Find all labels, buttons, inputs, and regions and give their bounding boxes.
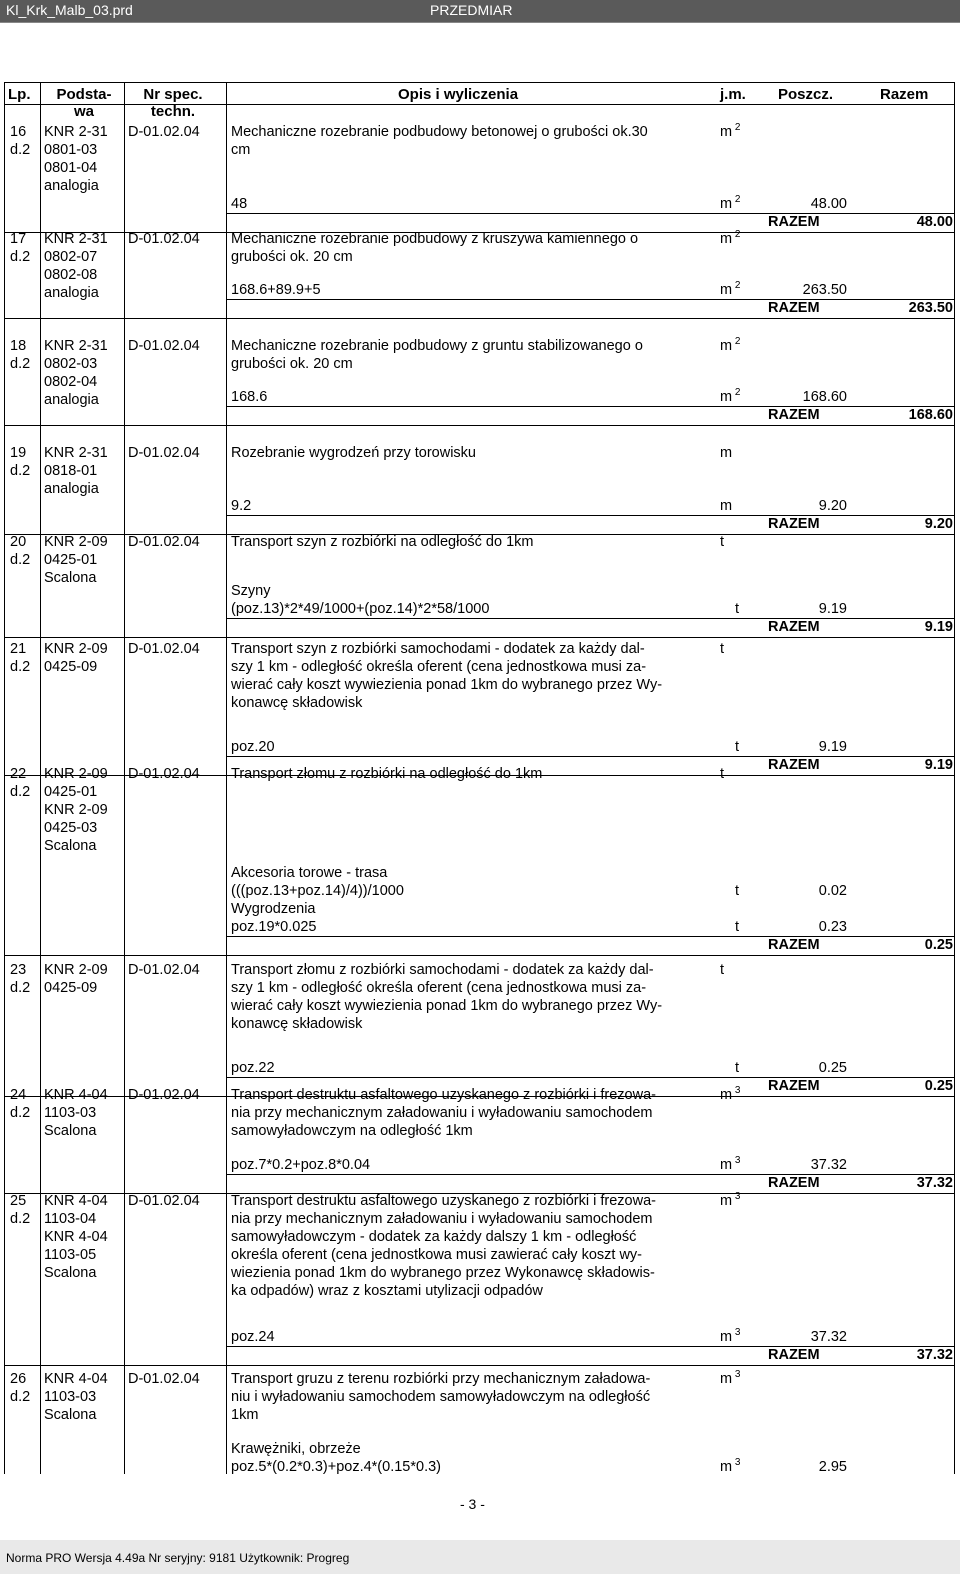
calc-expression: 48 — [231, 196, 248, 212]
footer-text: Norma PRO Wersja 4.49a Nr seryjny: 9181 Użytkownik: Progreg — [6, 1551, 350, 1565]
table-rule — [4, 104, 954, 105]
spec-code: D-01.02.04 — [128, 1193, 200, 1209]
razem-value: 9.20 — [924, 516, 953, 532]
basis-code: KNR 2-31 0802-03 0802-04 analogia — [44, 338, 108, 408]
calc-expression: poz.5*(0.2*0.3)+poz.4*(0.15*0.3) — [231, 1459, 441, 1475]
table-rule — [4, 82, 954, 83]
spec-code: D-01.02.04 — [128, 1371, 200, 1387]
basis-code: KNR 2-31 0801-03 0801-04 analogia — [44, 124, 108, 194]
item-number: 16 d.2 — [10, 124, 31, 158]
calc-value: 48.00 — [810, 196, 847, 212]
column-rule — [40, 82, 41, 1474]
calc-expression: (poz.13)*2*49/1000+(poz.14)*2*58/1000 — [231, 601, 490, 617]
col-header-podstawa: Podsta- wa — [56, 86, 112, 120]
item-description: Transport złomu z rozbiórki na odległość do 1km — [231, 766, 543, 782]
item-description: Mechaniczne rozebranie podbudowy betonowej o grubości ok.30 cm — [231, 124, 648, 158]
calc-unit: t — [735, 1060, 740, 1076]
table-rule — [226, 515, 954, 516]
calc-value: 168.60 — [802, 389, 847, 405]
table-rule — [226, 618, 954, 619]
item-description: Mechaniczne rozebranie podbudowy z gruntu stabilizowanego o grubości ok. 20 cm — [231, 338, 643, 372]
basis-code: KNR 2-09 0425-01 Scalona — [44, 534, 108, 586]
razem-label: RAZEM — [768, 1175, 820, 1191]
basis-code: KNR 4-04 1103-03 Scalona — [44, 1087, 108, 1139]
item-unit: t — [720, 534, 725, 550]
col-header-opis: Opis i wyliczenia — [398, 86, 519, 103]
razem-value: 48.00 — [916, 214, 953, 230]
item-number: 22 d.2 — [10, 766, 31, 800]
table-rule — [4, 1365, 954, 1366]
table-rule — [226, 213, 954, 214]
razem-value: 168.60 — [908, 407, 953, 423]
calc-unit: t — [735, 919, 740, 935]
calc-label: Szyny — [231, 583, 271, 599]
table-rule — [226, 756, 954, 757]
calc-expression: (((poz.13+poz.14)/4))/1000 — [231, 883, 404, 899]
calc-unit: t — [735, 739, 740, 755]
item-unit: m $^3$ — [720, 1369, 741, 1387]
item-unit: m $^2$ — [720, 229, 741, 247]
razem-value: 263.50 — [908, 300, 953, 316]
razem-value: 0.25 — [924, 937, 953, 953]
razem-value: 0.25 — [924, 1078, 953, 1094]
calc-expression: poz.20 — [231, 739, 275, 755]
item-description: Transport destruktu asfaltowego uzyskanego z rozbiórki i frezowa- nia przy mechanicznym załadowaniu i wyładowaniu samochodem samowyładowczym - dodatek za każdy dalszy 1 km - odległość określa oferent (cena jednostkowa musi zawierać cały koszt wy- wiezienia ponad 1km do wybranego przez Wykonawcę składowis- ka odpadów) wraz z kosztami utylizacji odpadów — [231, 1193, 656, 1299]
calc-value: 9.19 — [818, 739, 847, 755]
item-description: Transport destruktu asfaltowego uzyskanego z rozbiórki i frezowa- nia przy mechanicznym załadowaniu i wyładowaniu samochodem samowyładowczym na odległość 1km — [231, 1087, 656, 1139]
item-unit: t — [720, 641, 725, 657]
item-number: 21 d.2 — [10, 641, 31, 675]
calc-value: 0.25 — [818, 1060, 847, 1076]
item-unit: t — [720, 962, 725, 978]
table-rule — [226, 1077, 954, 1078]
table-rule — [4, 425, 954, 426]
col-header-razem: Razem — [880, 86, 929, 103]
col-header-jm: j.m. — [720, 86, 746, 103]
column-rule — [226, 82, 227, 1474]
basis-code: KNR 2-09 0425-09 — [44, 962, 108, 996]
item-number: 23 d.2 — [10, 962, 31, 996]
item-unit: m $^2$ — [720, 336, 741, 354]
basis-code: KNR 4-04 1103-03 Scalona — [44, 1371, 108, 1423]
basis-code: KNR 2-31 0802-07 0802-08 analogia — [44, 231, 108, 301]
basis-code: KNR 2-09 0425-01 KNR 2-09 0425-03 Scalona — [44, 766, 108, 854]
calc-label: Wygrodzenia — [231, 901, 316, 917]
calc-expression: poz.22 — [231, 1060, 275, 1076]
file-name: Kl_Krk_Malb_03.prd — [6, 2, 133, 18]
calc-unit: m $^2$ — [720, 387, 741, 405]
calc-unit: m — [720, 498, 733, 514]
window-title-bar — [0, 0, 960, 22]
razem-label: RAZEM — [768, 757, 820, 773]
item-unit: m $^3$ — [720, 1191, 741, 1209]
basis-code: KNR 2-09 0425-09 — [44, 641, 108, 675]
item-description: Transport szyn z rozbiórki na odległość do 1km — [231, 534, 534, 550]
column-rule — [4, 82, 5, 1474]
table-rule — [226, 1346, 954, 1347]
spec-code: D-01.02.04 — [128, 1087, 200, 1103]
calc-value: 0.23 — [818, 919, 847, 935]
item-description: Mechaniczne rozebranie podbudowy z kruszywa kamiennego o grubości ok. 20 cm — [231, 231, 639, 265]
spec-code: D-01.02.04 — [128, 962, 200, 978]
calc-expression: poz.7*0.2+poz.8*0.04 — [231, 1157, 371, 1173]
razem-value: 37.32 — [916, 1175, 953, 1191]
calc-expression: poz.24 — [231, 1329, 275, 1345]
header-divider — [0, 22, 960, 23]
spec-code: D-01.02.04 — [128, 124, 200, 140]
item-unit: m — [720, 445, 733, 461]
item-number: 20 d.2 — [10, 534, 31, 568]
razem-label: RAZEM — [768, 407, 820, 423]
table-rule — [226, 1174, 954, 1175]
razem-value: 9.19 — [924, 757, 953, 773]
status-footer — [0, 1540, 960, 1574]
table-rule — [4, 318, 954, 319]
calc-unit: t — [735, 883, 740, 899]
calc-unit: t — [735, 601, 740, 617]
calc-value: 263.50 — [802, 282, 847, 298]
table-rule — [226, 406, 954, 407]
spec-code: D-01.02.04 — [128, 445, 200, 461]
razem-label: RAZEM — [768, 516, 820, 532]
column-rule — [124, 82, 125, 1474]
calc-unit: m $^3$ — [720, 1155, 741, 1173]
spec-code: D-01.02.04 — [128, 338, 200, 354]
calc-unit: m $^3$ — [720, 1327, 741, 1345]
razem-label: RAZEM — [768, 300, 820, 316]
spec-code: D-01.02.04 — [128, 766, 200, 782]
item-unit: t — [720, 766, 725, 782]
document-title: PRZEDMIAR — [430, 2, 513, 18]
column-rule — [954, 82, 955, 1474]
calc-value: 37.32 — [810, 1157, 847, 1173]
col-header-lp: Lp. — [8, 86, 31, 103]
basis-code: KNR 4-04 1103-04 KNR 4-04 1103-05 Scalona — [44, 1193, 108, 1281]
calc-unit: m $^2$ — [720, 194, 741, 212]
calc-expression: poz.19*0.025 — [231, 919, 317, 935]
table-rule — [226, 936, 954, 937]
razem-value: 37.32 — [916, 1347, 953, 1363]
item-number: 19 d.2 — [10, 445, 31, 479]
item-description: Transport gruzu z terenu rozbiórki przy mechanicznym załadowa- niu i wyładowaniu samochodem samowyładowczym na odległość 1km — [231, 1371, 651, 1423]
calc-unit: m $^2$ — [720, 280, 741, 298]
razem-label: RAZEM — [768, 1078, 820, 1094]
razem-label: RAZEM — [768, 937, 820, 953]
table-rule — [4, 637, 954, 638]
item-description: Rozebranie wygrodzeń przy torowisku — [231, 445, 476, 461]
calc-value: 9.20 — [818, 498, 847, 514]
item-number: 17 d.2 — [10, 231, 31, 265]
item-number: 24 d.2 — [10, 1087, 31, 1121]
item-number: 18 d.2 — [10, 338, 31, 372]
calc-expression: 9.2 — [231, 498, 252, 514]
calc-label: Krawężniki, obrzeże — [231, 1441, 361, 1457]
razem-label: RAZEM — [768, 619, 820, 635]
razem-label: RAZEM — [768, 1347, 820, 1363]
item-number: 25 d.2 — [10, 1193, 31, 1227]
col-header-poszcz: Poszcz. — [778, 86, 834, 103]
item-number: 26 d.2 — [10, 1371, 31, 1405]
razem-label: RAZEM — [768, 214, 820, 230]
razem-value: 9.19 — [924, 619, 953, 635]
table-rule — [4, 955, 954, 956]
calc-unit: m $^3$ — [720, 1457, 741, 1475]
spec-code: D-01.02.04 — [128, 231, 200, 247]
calc-expression: 168.6+89.9+5 — [231, 282, 321, 298]
calc-value: 2.95 — [818, 1459, 847, 1475]
calc-expression: 168.6 — [231, 389, 268, 405]
item-description: Transport szyn z rozbiórki samochodami - dodatek za każdy dal- szy 1 km - odległość określa oferent (cena jednostkowa musi za- wierać cały koszt wywiezienia ponad 1km do wybranego przez Wy- konawcę składowisk — [231, 641, 663, 711]
item-unit: m $^2$ — [720, 122, 741, 140]
calc-value: 0.02 — [818, 883, 847, 899]
calc-label: Akcesoria torowe - trasa — [231, 865, 388, 881]
item-description: Transport złomu z rozbiórki samochodami - dodatek za każdy dal- szy 1 km - odległość określa oferent (cena jednostkowa musi za- wierać cały koszt wywiezienia ponad 1km do wybranego przez Wy- konawcę składowisk — [231, 962, 663, 1032]
item-unit: m $^3$ — [720, 1085, 741, 1103]
calc-value: 37.32 — [810, 1329, 847, 1345]
calc-value: 9.19 — [818, 601, 847, 617]
spec-code: D-01.02.04 — [128, 534, 200, 550]
page-number: - 3 - — [460, 1496, 485, 1512]
spec-code: D-01.02.04 — [128, 641, 200, 657]
basis-code: KNR 2-31 0818-01 analogia — [44, 445, 108, 497]
col-header-nr-spec: Nr spec. techn. — [143, 86, 203, 120]
table-rule — [226, 299, 954, 300]
